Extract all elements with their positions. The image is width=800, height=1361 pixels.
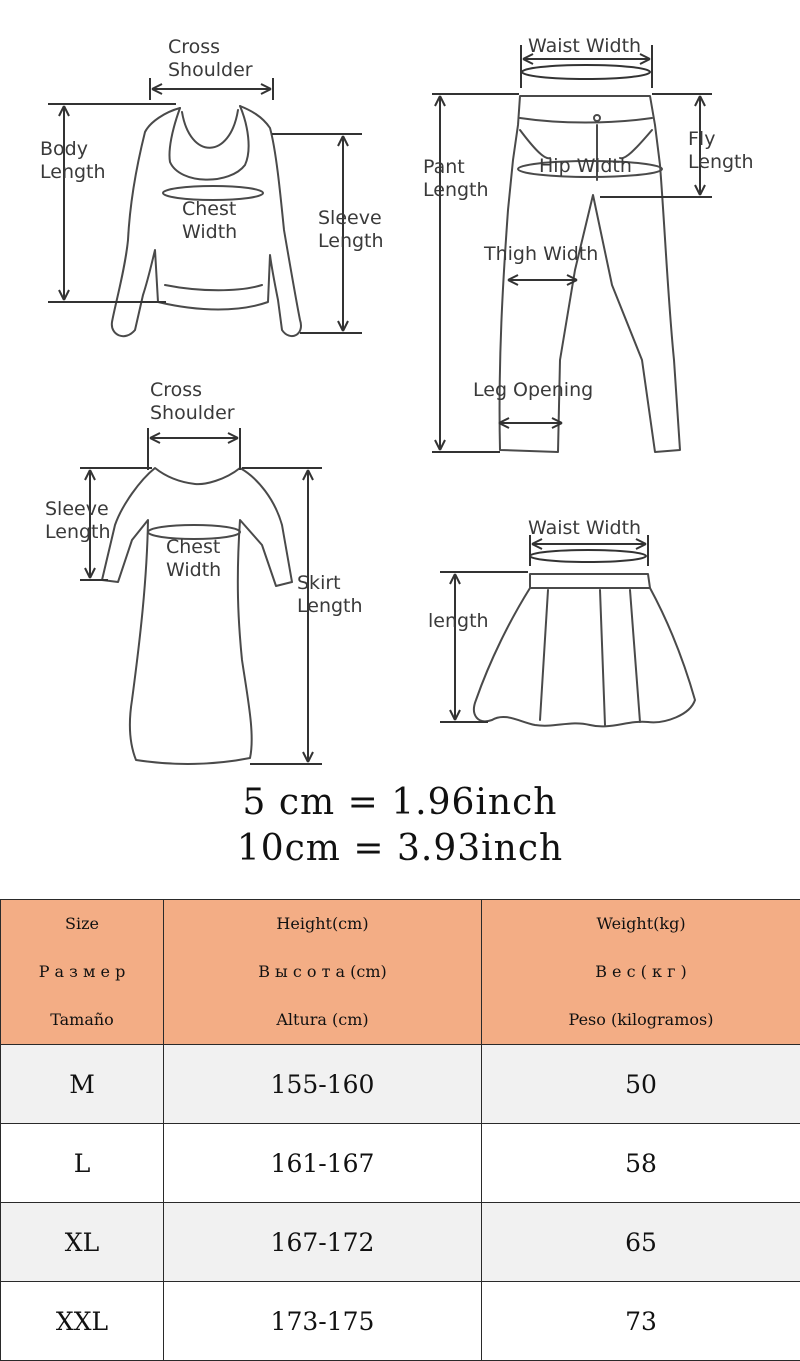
cell-height: 173-175 [164,1282,482,1361]
cell-height: 167-172 [164,1203,482,1282]
label-thigh-width: Thigh Width [484,243,598,266]
table-header-row [1,900,800,1045]
header-height-ru: В ы с о т а (cm) [164,948,481,996]
label-waist-width-pants: Waist Width [528,35,641,58]
skirt-illustration [474,574,695,726]
header-height-en: Height(cm) [164,900,481,948]
header-weight-en: Weight(kg) [482,900,800,948]
label-skirt-length-short: length [428,610,489,633]
cell-weight: 58 [482,1124,800,1203]
label-sleeve-length-top: Sleeve Length [318,207,384,253]
header-height [164,900,482,1045]
conversion-line-1: 5 cm = 1.96inch [0,782,800,823]
cell-weight: 65 [482,1203,800,1282]
size-chart-table [0,899,800,1361]
cell-height: 161-167 [164,1124,482,1203]
label-skirt-length: Skirt Length [297,572,363,618]
header-size-es: Tamaño [1,996,163,1044]
label-sleeve-length-dress: Sleeve Length [45,498,111,544]
cell-size: M [1,1045,164,1124]
cell-size: L [1,1124,164,1203]
header-size-en: Size [1,900,163,948]
header-weight-ru: В е с ( к г ) [482,948,800,996]
cell-weight: 73 [482,1282,800,1361]
header-size-ru: Р а з м е р [1,948,163,996]
label-body-length: Body Length [40,138,106,184]
table-row [1,1203,800,1282]
cell-size: XL [1,1203,164,1282]
header-height-es: Altura (cm) [164,996,481,1044]
label-chest-width-dress: Chest Width [166,536,221,582]
cell-size: XXL [1,1282,164,1361]
table-row [1,1124,800,1203]
label-chest-width-top: Chest Width [182,198,237,244]
label-cross-shoulder-dress: Cross Shoulder [150,379,235,425]
label-cross-shoulder-top: Cross Shoulder [168,36,253,82]
label-waist-width-skirt: Waist Width [528,517,641,540]
measurement-arrows [48,45,712,764]
label-fly-length: Fly Length [688,128,754,174]
label-pant-length: Pant Length [423,156,489,202]
header-size [1,900,164,1045]
table-row [1,1045,800,1124]
label-hip-width: Hip Width [539,155,632,178]
dress-illustration [102,468,292,764]
header-weight-es: Peso (kilogramos) [482,996,800,1044]
cell-weight: 50 [482,1045,800,1124]
conversion-line-2: 10cm = 3.93inch [0,828,800,869]
label-leg-opening: Leg Opening [473,379,593,402]
cell-height: 155-160 [164,1045,482,1124]
header-weight [482,900,800,1045]
table-row [1,1282,800,1361]
